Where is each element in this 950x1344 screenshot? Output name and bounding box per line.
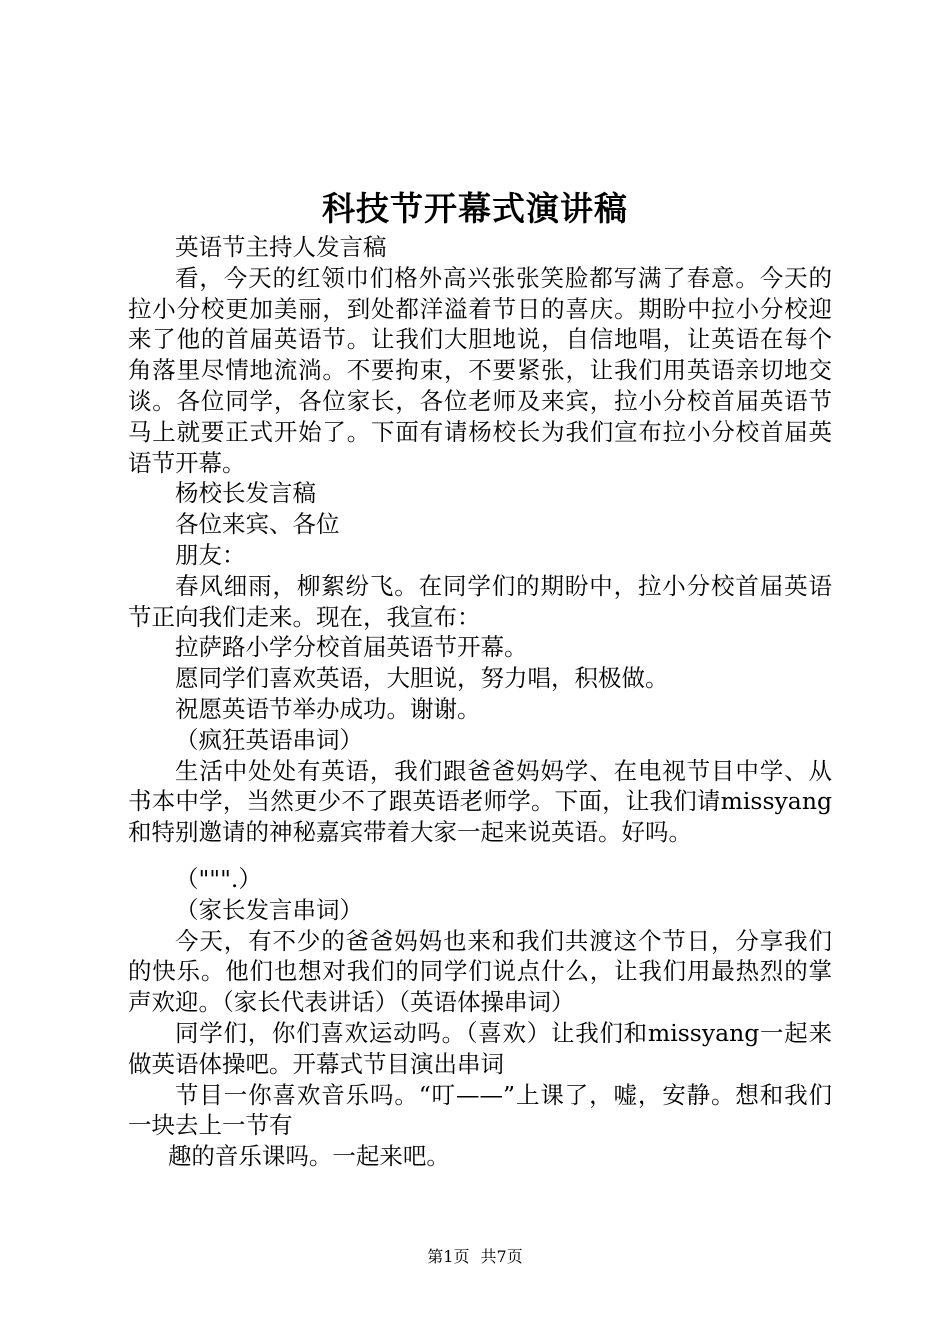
paragraph: 杨校长发言稿 [175, 479, 316, 508]
paragraph: 各位来宾、各位 [175, 510, 340, 539]
paragraph: 拉萨路小学分校首届英语节开幕。 [175, 633, 528, 662]
paragraph: 生活中处处有英语，我们跟爸爸妈妈学、在电视节目中学、从书本中学，当然更少不了跟英语老师学。下面，让我们请missyang和特别邀请的神秘嘉宾带着大家一起来说英语。好吗。 [128, 756, 832, 847]
paragraph: 祝愿英语节举办成功。谢谢。 [175, 694, 481, 723]
paragraph: 节目一你喜欢音乐吗。“叮——”上课了，嘘，安静。想和我们一块去上一节有 [128, 1080, 832, 1140]
paragraph: 春风细雨，柳絮纷飞。在同学们的期盼中，拉小分校首届英语节正向我们走来。现在，我宣布： [128, 571, 832, 631]
paragraph: 英语节主持人发言稿 [175, 233, 387, 261]
page-title: 科技节开幕式演讲稿 [322, 189, 628, 228]
paragraph: （家长发言串词） [175, 895, 363, 924]
paragraph: 愿同学们喜欢英语，大胆说，努力唱，积极做。 [175, 664, 669, 693]
paragraph: 趣的音乐课吗。一起来吧。 [167, 1142, 450, 1171]
paragraph: 同学们，你们喜欢运动吗。（喜欢）让我们和missyang一起来做英语体操吧。开幕式节目演出串词 [128, 1018, 832, 1078]
paragraph: 今天，有不少的爸爸妈妈也来和我们共渡这个节日，分享我们的快乐。他们也想对我们的同学们说点什么，让我们用最热烈的掌声欢迎。（家长代表讲话）（英语体操串词） [128, 926, 832, 1017]
page-total: 共7页 [480, 1247, 523, 1266]
paragraph: 看，今天的红领巾们格外高兴张张笑脸都写满了春意。今天的拉小分校更加美丽，到处都洋溢着节日的喜庆。期盼中拉小分校迎来了他的首届英语节。让我们大胆地说，自信地唱，让英语在每个角落里尽情地流淌。不要拘束，不要紧张，让我们用英语亲切地交谈。各位同学，各位家长，各位老师及来宾，拉小分校首届英语节马上就要正式开始了。下面有请杨校长为我们宣布拉小分校首届英语节开幕。 [128, 263, 832, 477]
page-footer [0, 1244, 950, 1267]
page-number: 第1页 [427, 1247, 470, 1266]
paragraph: （疯狂英语串词） [175, 725, 363, 754]
document-body [128, 232, 832, 1172]
paragraph: 朋友： [175, 540, 246, 569]
paragraph: （""".） [175, 864, 262, 893]
